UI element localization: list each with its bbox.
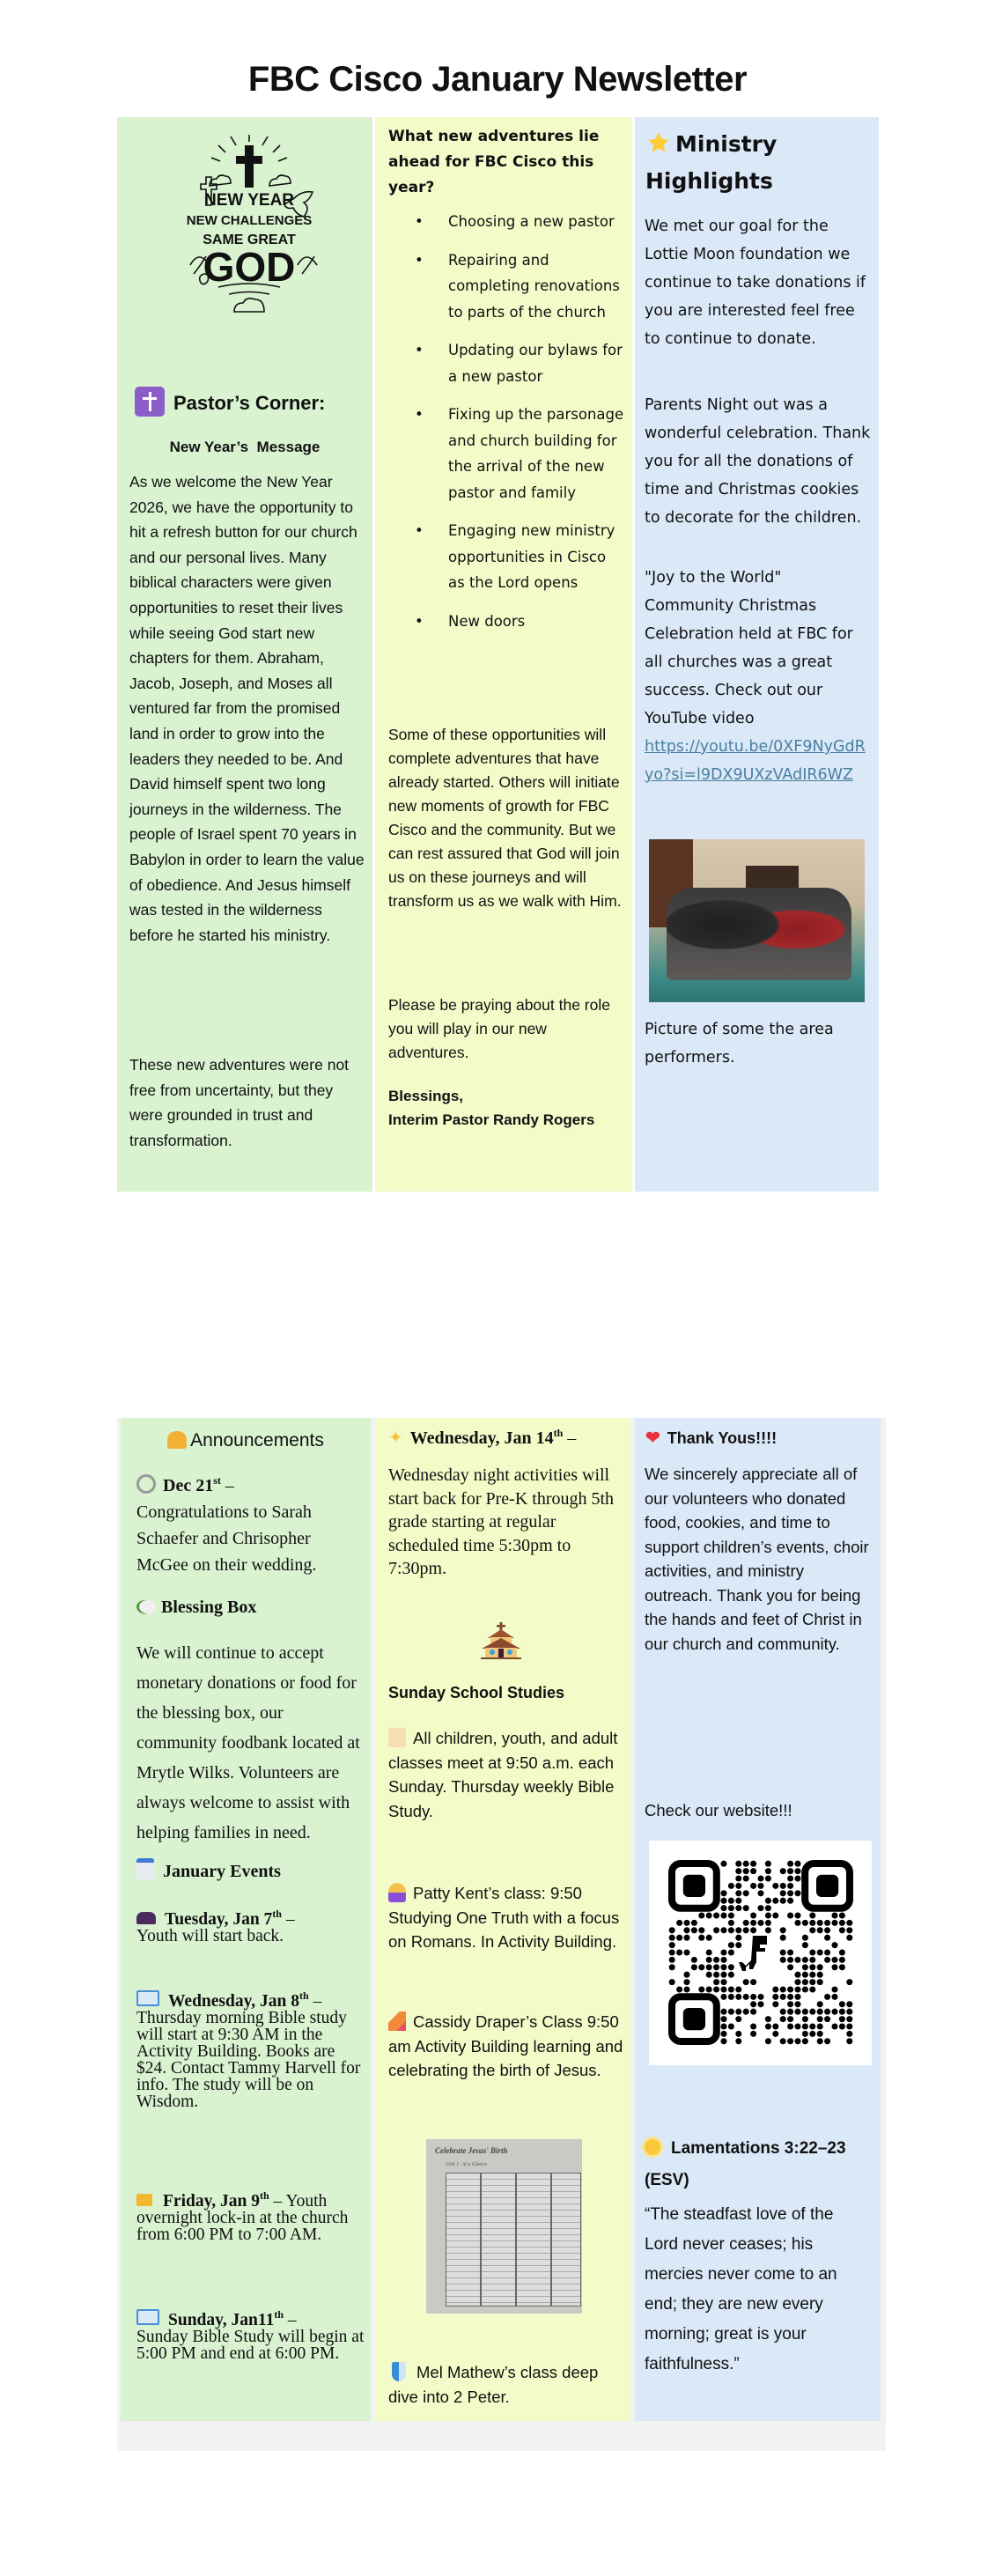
- performers-photo: [649, 839, 865, 1002]
- illustration-line-3: SAME GREAT: [203, 233, 296, 247]
- adventures-paragraph: Please be praying about the role you will play in our new adventures.: [388, 996, 610, 1061]
- sunday-school-item: All children, youth, and adult classes meet at 9:50 a.m. each Sunday. Thursday weekly Bible Study.: [388, 1729, 618, 1820]
- pastor-message-paragraph: These new adventures were not free from uncertainty, but they were grounded in trust and transformation.: [129, 1056, 350, 1149]
- pastors-corner-panel: [117, 117, 372, 1192]
- new-year-illustration: [166, 133, 333, 322]
- lock-icon: [136, 2194, 152, 2206]
- thank-yous-panel: [635, 1418, 881, 2421]
- blessing-box-text: We will continue to accept monetary donations or food for the blessing box, our community foodbank located at Mrytle Wilks. Volunteers are always welcome to assist with helping families in need.: [136, 1643, 360, 1842]
- adventures-paragraph: Some of these opportunities will complete adventures that have already started. Others will initiate new moments of growth for FBC Cisco and the community. But we can rest assured that God will join us on these journeys and will transform us as we walk with Him.: [388, 726, 622, 910]
- dove-icon: [136, 1600, 156, 1614]
- shield-icon: [392, 2362, 406, 2381]
- signoff: Blessings,: [388, 1088, 464, 1104]
- ministry-highlights-panel: [635, 117, 879, 1192]
- event-item: Sunday, Jan11th – Sunday Bible Study will begin at 5:00 PM and end at 6:00 PM.: [136, 2308, 365, 2363]
- highlight-paragraph: Parents Night out was a wonderful celebration. Thank you for all the donations of time and Christmas cookies to decorate for the children.: [645, 396, 871, 527]
- sunday-school-item: Mel Mathew’s class deep dive into 2 Peter.: [388, 2363, 599, 2406]
- wednesday-sunday-school-panel: [375, 1418, 630, 2421]
- event-item: Wednesday, Jan 8th – Thursday morning Bible study will start at 9:30 AM in the Activity Building. Books are $24. Contact Tammy Harvell for info. The study will be on Wisdom.: [136, 1989, 361, 2111]
- book-icon: [136, 1990, 159, 2006]
- check-website-text: Check our website!!!: [645, 1801, 792, 1819]
- signature: Interim Pastor Randy Rogers: [388, 1111, 595, 1128]
- sunday-school-heading: Sunday School Studies: [388, 1684, 565, 1701]
- sunday-school-item: Cassidy Draper’s Class 9:50 am Activity Building learning and celebrating the birth of Jesus.: [388, 2012, 623, 2079]
- sunday-school-item: Patty Kent’s class: 9:50 Studying One Truth with a focus on Romans. In Activity Building.: [388, 1884, 620, 1951]
- bell-icon: [167, 1431, 187, 1449]
- sparkles-icon: ✦: [388, 1428, 403, 1448]
- thank-yous-text: We sincerely appreciate all of our volunteers who donated food, cookies, and time to support children’s events, choir activities, and ministry outreach. Thank you for being the hands and feet of Christ in our church and community.: [645, 1465, 869, 1653]
- adventure-item: • Updating our bylaws for a new pastor: [415, 342, 623, 385]
- ministry-highlights-heading: Ministry Highlights: [645, 131, 778, 194]
- youtube-link[interactable]: https://youtu.be/0XF9NyGdRyo?si=l9DX9UXzVAdIR6WZ: [645, 738, 866, 784]
- pastor-message-paragraph: As we welcome the New Year 2026, we have the opportunity to hit a refresh button for our church and our personal lives. Many biblical characters were given opportunities to reset their lives while seeing God start new chapters for them. Abraham, Jacob, Joseph, and Moses all ventured far from the promised land in order to grow into the leaders they needed to be. And David himself spent two long journeys in the wilderness. The people of Israel spent 70 years in Babylon in order to learn the value of obedience. And Jesus himself was tested in the wilderness before he started his ministry.: [129, 473, 365, 944]
- event-item: Tuesday, Jan 7th – Youth will start back.: [136, 1908, 295, 1945]
- adventures-question: What new adventures lie ahead for FBC Cisco this year?: [388, 128, 600, 196]
- adventure-item: • Engaging new ministry opportunities in Cisco as the Lord opens: [415, 522, 615, 591]
- dec-21-item: Dec 21st – Congratulations to Sarah Schaefer and Chrisopher McGee on their wedding.: [136, 1474, 317, 1575]
- blessing-box-heading: Blessing Box: [136, 1594, 256, 1620]
- scroll-icon: [388, 1728, 406, 1747]
- wednesday-jan-14-text: Wednesday night activities will start back for Pre-K through 5th grade starting at regular scheduled time 5:30pm to 7:30pm.: [388, 1465, 615, 1578]
- verse-text: “The steadfast love of the Lord never ceases; his mercies never come to an end; they are new every morning; great is your faithfulness.”: [645, 2205, 837, 2373]
- illustration-line-4: GOD: [203, 244, 296, 290]
- book-icon: [136, 2309, 159, 2325]
- adventure-item: • Repairing and completing renovations to parts of the church: [415, 251, 620, 321]
- adventures-list: [415, 209, 624, 646]
- cross-icon: [135, 387, 165, 417]
- illustration-line-1: NEW YEAR: [203, 191, 295, 210]
- new-years-message-subheading: New Year’s Message: [169, 439, 321, 455]
- people-icon: [136, 1912, 156, 1924]
- adventures-panel: [375, 117, 632, 1192]
- announcements-panel: [121, 1418, 371, 2421]
- pastors-corner-heading: Pastor’s Corner:: [135, 387, 325, 419]
- dino-icon: [739, 1936, 767, 1971]
- curriculum-photo-title: Celebrate Jesus' Birth: [435, 2146, 508, 2155]
- adventure-item: • Fixing up the parsonage and church building for the arrival of the new pastor and family: [415, 406, 624, 501]
- church-icon: [481, 1622, 521, 1659]
- praying-hands-icon: [388, 1883, 406, 1902]
- highlight-paragraph: We met our goal for the Lottie Moon foundation we continue to take donations if you are interested feel free to continue to donate.: [645, 218, 866, 348]
- calendar-icon: [136, 1858, 154, 1879]
- adventure-item: • New doors: [415, 612, 526, 630]
- pencil-icon: [388, 2011, 406, 2031]
- curriculum-photo-subtitle: Unit 1: At a Glance: [446, 2162, 488, 2167]
- event-item: Friday, Jan 9th – Youth overnight lock-in at the church from 6:00 PM to 7:00 AM.: [136, 2189, 349, 2244]
- highlight-paragraph: "Joy to the World" Community Christmas Celebration held at FBC for all churches was a great success. Check out our YouTube video: [645, 569, 853, 727]
- january-events-heading: January Events: [136, 1858, 281, 1885]
- ring-icon: [136, 1474, 156, 1494]
- announcements-heading: Announcements: [121, 1428, 371, 1453]
- sun-icon: [645, 2139, 660, 2155]
- curriculum-photo: [426, 2139, 582, 2314]
- heart-icon: ❤: [645, 1428, 660, 1448]
- wednesday-jan-14-heading: ✦ Wednesday, Jan 14th –: [388, 1427, 577, 1448]
- star-icon: [645, 130, 672, 155]
- adventure-item: • Choosing a new pastor: [415, 213, 615, 230]
- website-qr-code[interactable]: [649, 1841, 872, 2065]
- thank-yous-heading: ❤ Thank Yous!!!!: [645, 1428, 778, 1448]
- newsletter-title: FBC Cisco January Newsletter: [247, 60, 748, 99]
- illustration-line-2: NEW CHALLENGES: [186, 213, 313, 228]
- verse-reference: Lamentations 3:22–23 (ESV): [645, 2139, 846, 2189]
- qr-code-pattern: [649, 1841, 872, 2065]
- photo-caption: Picture of some the area performers.: [645, 1021, 834, 1067]
